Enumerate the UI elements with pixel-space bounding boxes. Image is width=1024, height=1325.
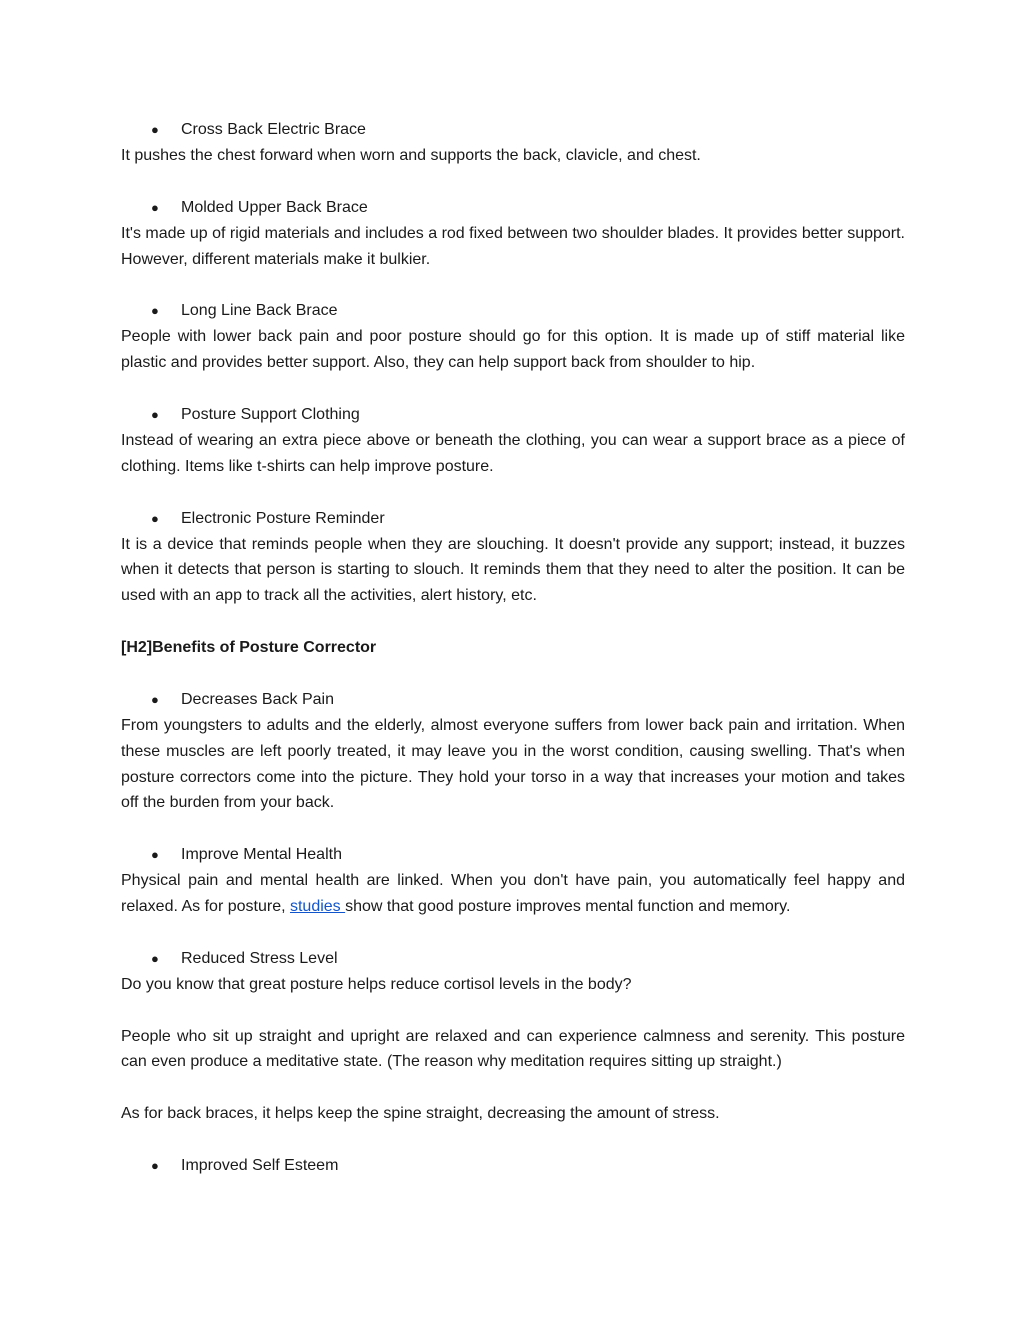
paragraph: As for back braces, it helps keep the spine straight, decreasing the amount of stress. — [121, 1105, 720, 1123]
paragraph: From youngsters to adults and the elderly, almost everyone suffers from lower back pain and irritation. When these muscles are left poorly treated, it may leave you in the worst condition, causing swelling. That's when posture correctors come into the picture. They hold your torso in a way that increases your motion and takes off the burden from your back. — [121, 716, 905, 812]
list-item — [121, 1153, 905, 1179]
list-item — [121, 298, 905, 324]
paragraph — [121, 868, 905, 920]
list-item — [121, 195, 905, 221]
document-page — [121, 117, 905, 1179]
paragraph: People who sit up straight and upright are relaxed and can experience calmness and serenity. This posture can even produce a meditative state. (The reason why meditation requires sitting up straight.) — [121, 1027, 905, 1071]
bullet-label: Cross Back Electric Brace — [181, 121, 366, 138]
paragraph: People with lower back pain and poor posture should go for this option. It is made up of stiff material like plastic and provides better support. Also, they can help support back from shoulder to hip. — [121, 328, 905, 372]
bullet-label: Molded Upper Back Brace — [181, 198, 368, 216]
bullet-label: Electronic Posture Reminder — [181, 509, 385, 527]
paragraph: It's made up of rigid materials and includes a rod fixed between two shoulder blades. It provides better support. However, different materials make it bulkier. — [121, 224, 905, 268]
paragraph-text: Physical pain and mental health are linked. When you don't have pain, you automatically feel happy and relaxed. As for posture, — [121, 872, 905, 915]
list-item — [121, 117, 905, 143]
list-item — [121, 842, 905, 868]
list-item — [121, 402, 905, 428]
list-item — [121, 946, 905, 972]
paragraph: It is a device that reminds people when they are slouching. It doesn't provide any support; instead, it buzzes when it detects that person is starting to slouch. It reminds them that they need to alter the position. It can be used with an app to track all the activities, alert history, etc. — [121, 535, 905, 605]
bullet-icon: ● — [151, 122, 159, 137]
bullet-icon: ● — [151, 847, 159, 863]
bullet-icon: ● — [151, 303, 159, 319]
bullet-icon: ● — [151, 510, 159, 526]
list-item — [121, 506, 905, 532]
bullet-label: Improve Mental Health — [181, 846, 342, 864]
paragraph-text: show that good posture improves mental function and memory. — [345, 897, 791, 915]
bullet-icon: ● — [151, 199, 159, 215]
section-heading: [H2]Benefits of Posture Corrector — [121, 638, 377, 656]
list-item — [121, 687, 905, 713]
bullet-icon: ● — [151, 691, 159, 707]
bullet-icon: ● — [151, 950, 159, 966]
paragraph: Do you know that great posture helps reduce cortisol levels in the body? — [121, 975, 632, 993]
bullet-label: Posture Support Clothing — [181, 405, 360, 423]
bullet-label: Long Line Back Brace — [181, 302, 338, 320]
bullet-icon: ● — [151, 406, 159, 422]
bullet-label: Reduced Stress Level — [181, 949, 338, 967]
paragraph: It pushes the chest forward when worn and supports the back, clavicle, and chest. — [121, 147, 701, 164]
paragraph: Instead of wearing an extra piece above or beneath the clothing, you can wear a support brace as a piece of clothing. Items like t-shirts can help improve posture. — [121, 431, 905, 475]
bullet-label: Decreases Back Pain — [181, 690, 334, 708]
studies-link[interactable]: studies — [289, 897, 346, 915]
bullet-label: Improved Self Esteem — [181, 1156, 339, 1174]
bullet-icon: ● — [151, 1157, 159, 1173]
